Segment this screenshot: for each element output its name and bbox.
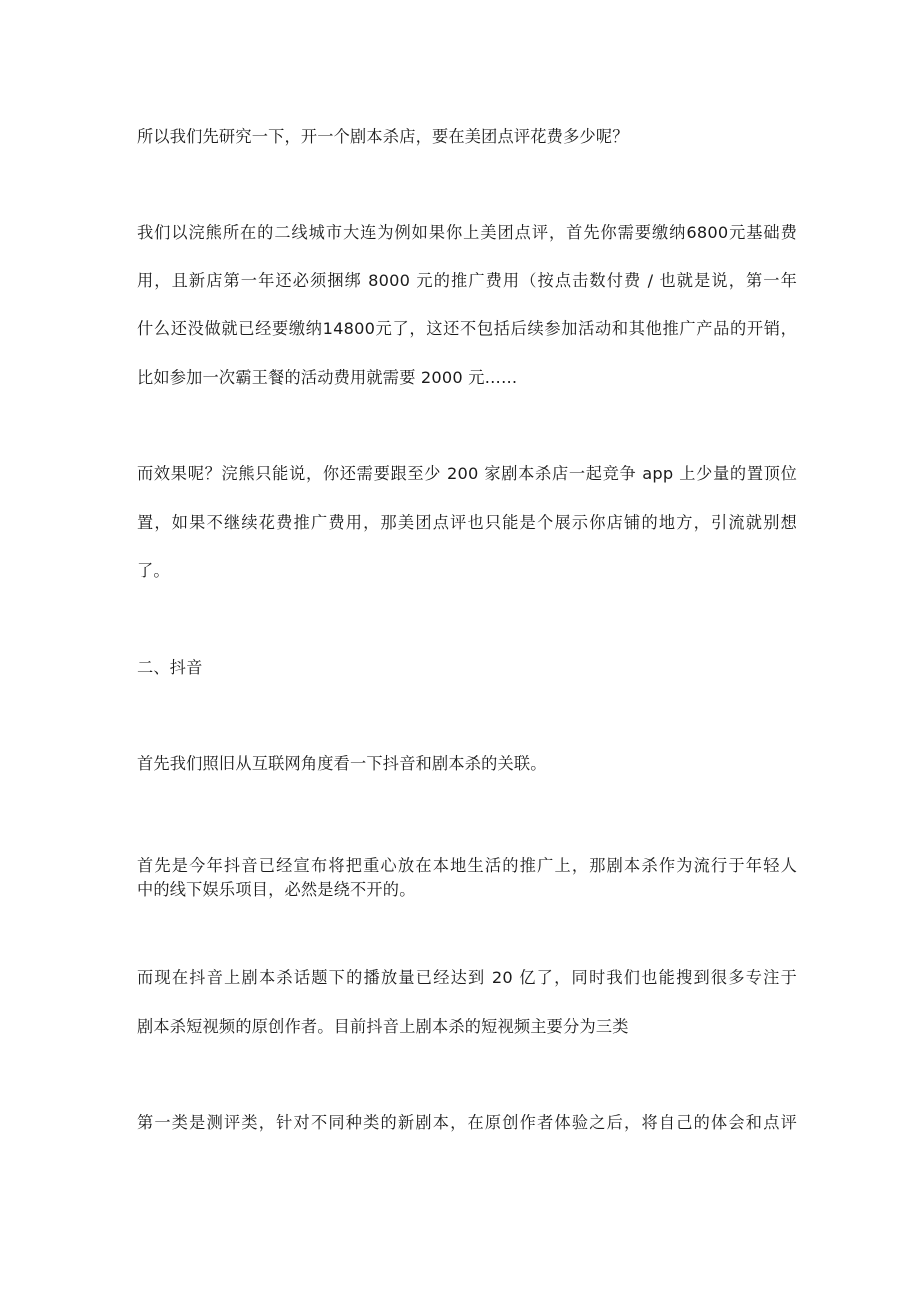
paragraph-line: 而效果呢？浣熊只能说，你还需要跟至少 200 家剧本杀店一起竞争 app 上少量的置顶位 (137, 464, 797, 483)
paragraph-line: 中的线下娱乐项目，必然是绕不开的。 (137, 880, 416, 899)
paragraph-line: 我们以浣熊所在的二线城市大连为例如果你上美团点评，首先你需要缴纳6800元基础费 (137, 223, 797, 242)
paragraph-line: 首先是今年抖音已经宣布将把重心放在本地生活的推广上，那剧本杀作为流行于年轻人 (137, 856, 797, 875)
paragraph-line: 所以我们先研究一下，开一个剧本杀店，要在美团点评花费多少呢？ (137, 127, 629, 146)
paragraph-line: 剧本杀短视频的原创作者。目前抖音上剧本杀的短视频主要分为三类 (137, 1017, 629, 1036)
paragraph-line: 而现在抖音上剧本杀话题下的播放量已经达到 20 亿了，同时我们也能搜到很多专注于 (137, 968, 797, 987)
paragraph-line: 用，且新店第一年还必须捆绑 8000 元的推广费用（按点击数付费 / 也就是说，第一年 (137, 271, 797, 290)
paragraph-line: 什么还没做就已经要缴纳14800元了，这还不包括后续参加活动和其他推广产品的开销， (137, 319, 797, 338)
section-heading: 二、抖音 (137, 658, 203, 677)
paragraph-line: 第一类是测评类，针对不同种类的新剧本，在原创作者体验之后，将自己的体会和点评 (137, 1113, 797, 1132)
paragraph-line: 了。 (137, 561, 170, 580)
paragraph-line: 比如参加一次霸王餐的活动费用就需要 2000 元…… (137, 368, 518, 387)
paragraph-line: 置，如果不继续花费推广费用，那美团点评也只能是个展示你店铺的地方，引流就别想 (137, 513, 797, 532)
paragraph-line: 首先我们照旧从互联网角度看一下抖音和剧本杀的关联。 (137, 754, 547, 773)
